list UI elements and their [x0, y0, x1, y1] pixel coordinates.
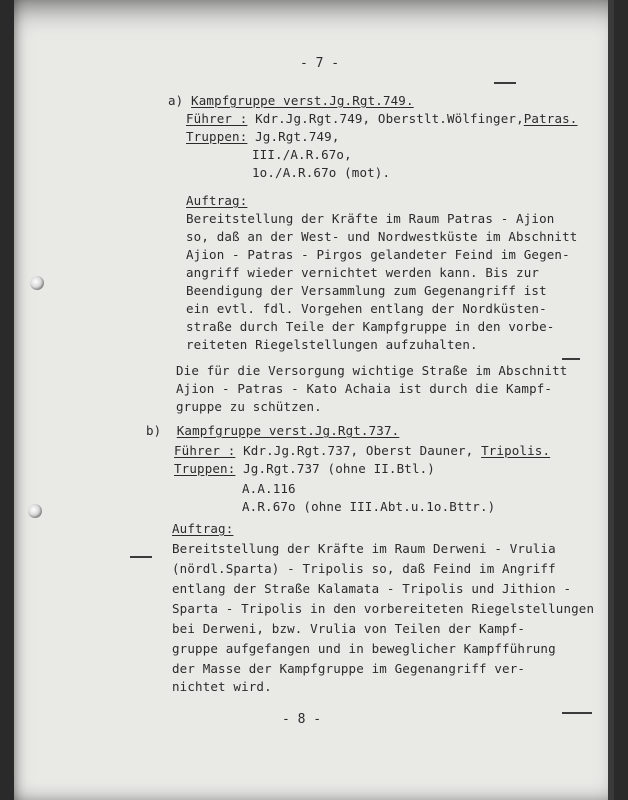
section-a-auftrag-line: Ajion - Patras - Pirgos gelandeter Feind im Gegen-: [186, 247, 570, 262]
scan-mark: [562, 712, 592, 714]
section-a-auftrag-line: ein evtl. fdl. Vorgehen entlang der Nordküsten-: [186, 301, 547, 316]
section-b-fuehrer-place: Tripolis.: [481, 443, 551, 458]
section-a-auftrag-line: reiteten Riegelstellungen aufzuhalten.: [186, 337, 478, 352]
section-a-truppen-label: Truppen:: [186, 129, 248, 144]
section-b-auftrag-label: Auftrag:: [172, 521, 234, 536]
section-a-supply-line: gruppe zu schützen.: [176, 399, 322, 414]
section-a-fuehrer-label: Führer :: [186, 111, 248, 126]
section-b-marker: b): [146, 423, 162, 438]
punch-hole: [30, 276, 44, 290]
section-a-auftrag-line: Beendigung der Versammlung zum Gegenangriff ist: [186, 283, 547, 298]
section-b-auftrag-line: nichtet wird.: [172, 679, 272, 694]
scan-mark: [130, 556, 152, 558]
section-a-auftrag-label: Auftrag:: [186, 193, 248, 208]
section-b-auftrag-line: entlang der Straße Kalamata - Tripolis und Jithion -: [172, 581, 572, 596]
section-a-supply-line: Die für die Versorgung wichtige Straße im Abschnitt: [176, 363, 568, 378]
section-a-heading: Kampfgruppe verst.Jg.Rgt.749.: [191, 93, 414, 108]
section-a-marker: a): [168, 93, 184, 108]
punch-hole: [28, 504, 42, 518]
section-b-auftrag-line: der Masse der Kampfgruppe im Gegenangriff ver-: [172, 661, 526, 676]
section-b-fuehrer-text: Kdr.Jg.Rgt.737, Oberst Dauner,: [243, 443, 474, 458]
section-b-truppen-line: [174, 462, 435, 476]
section-a-truppen-item: Jg.Rgt.749,: [255, 129, 340, 144]
page-number-bottom: - 8 -: [282, 712, 322, 727]
section-b-truppen-label: Truppen:: [174, 461, 236, 476]
section-b-fuehrer-label: Führer :: [174, 443, 236, 458]
section-a-heading-line: [168, 94, 414, 108]
section-b-auftrag-line: Bereitstellung der Kräfte im Raum Derweni - Vrulia: [172, 541, 556, 556]
section-a-supply-line: Ajion - Patras - Kato Achaia ist durch die Kampf-: [176, 381, 553, 396]
section-a-truppen-item: 1o./A.R.67o (mot).: [252, 165, 391, 180]
section-a-truppen-line: [186, 130, 340, 144]
section-b-heading-line: [146, 424, 399, 438]
scan-mark: [562, 358, 580, 360]
section-b-auftrag-line: gruppe aufgefangen und in beweglicher Kampfführung: [172, 641, 556, 656]
section-b-auftrag-line: Sparta - Tripolis in den vorbereiteten Riegelstellungen: [172, 601, 595, 616]
section-a-auftrag-line: straße durch Teile der Kampfgruppe in den vorbe-: [186, 319, 555, 334]
page-edge-shadow: [608, 0, 614, 800]
section-a-truppen-item: III./A.R.67o,: [252, 147, 352, 162]
section-a-fuehrer-place: Patras.: [523, 111, 578, 126]
section-a-fuehrer-line: [186, 112, 577, 126]
section-b-truppen-item: A.A.116: [242, 481, 296, 496]
section-a-auftrag-line: so, daß an der West- und Nordwestküste im Abschnitt: [186, 229, 578, 244]
scan-mark: [494, 82, 516, 84]
page-number-top: - 7 -: [300, 56, 340, 71]
section-b-truppen-item: A.R.67o (ohne III.Abt.u.1o.Bttr.): [242, 499, 496, 514]
section-b-truppen-item: Jg.Rgt.737 (ohne II.Btl.): [243, 461, 435, 476]
section-b-auftrag-line: bei Derweni, bzw. Vrulia von Teilen der Kampf-: [172, 621, 526, 636]
section-b-auftrag-line: (nördl.Sparta) - Tripolis so, daß Feind im Angriff: [172, 561, 556, 576]
section-a-fuehrer-text: Kdr.Jg.Rgt.749, Oberstlt.Wölfinger,: [255, 111, 524, 126]
section-a-auftrag-line: Bereitstellung der Kräfte im Raum Patras - Ajion: [186, 211, 555, 226]
document-page: [14, 0, 614, 800]
section-a-auftrag-line: angriff wieder vernichtet werden kann. Bis zur: [186, 265, 540, 280]
section-b-fuehrer-line: [174, 444, 550, 458]
section-b-heading: Kampfgruppe verst.Jg.Rgt.737.: [176, 423, 400, 438]
